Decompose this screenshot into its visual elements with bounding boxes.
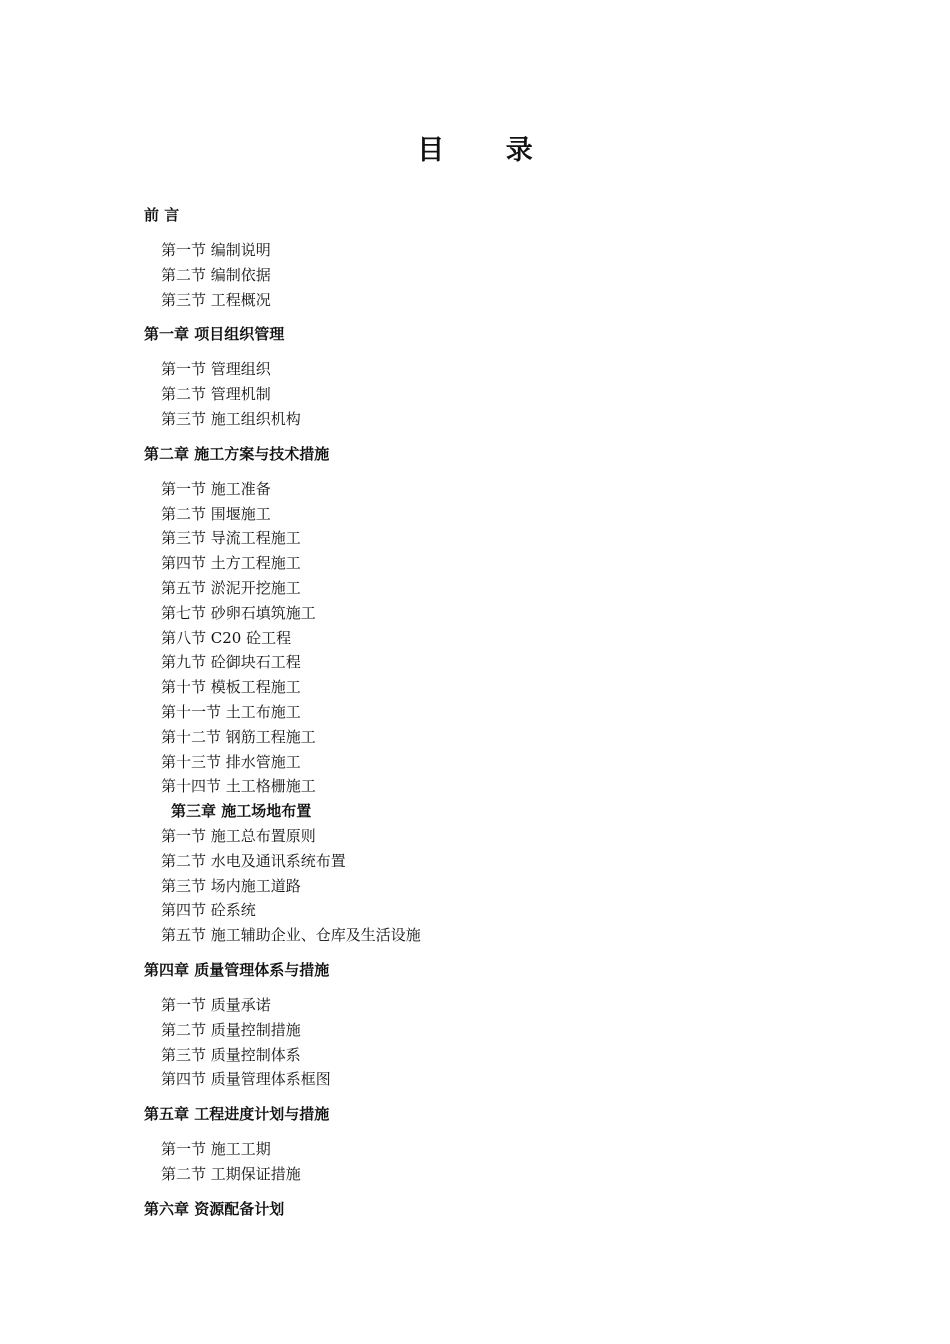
toc-section[interactable]: 第三节 质量控制体系 (161, 1045, 301, 1064)
toc-section[interactable]: 第三节 场内施工道路 (161, 876, 301, 895)
toc-section[interactable]: 第一节 管理组织 (161, 360, 271, 379)
toc-chapter-3[interactable]: 第三章 施工场地布置 (171, 802, 312, 821)
section-list (144, 993, 844, 1092)
toc-section[interactable]: 第八节 C20 砼工程 (161, 628, 292, 647)
toc-chapter-preface[interactable]: 前 言 (144, 206, 180, 224)
toc-section[interactable]: 第四节 砼系统 (161, 901, 256, 920)
toc-section[interactable]: 第十一节 土工布施工 (161, 702, 301, 721)
toc-section[interactable]: 第五节 施工辅助企业、仓库及生活设施 (161, 926, 421, 945)
toc-section[interactable]: 第一节 质量承诺 (161, 995, 271, 1014)
toc-section[interactable]: 第十节 模板工程施工 (161, 678, 301, 697)
toc-section[interactable]: 第十三节 排水管施工 (161, 752, 301, 771)
toc-section[interactable]: 第一节 施工准备 (161, 479, 271, 498)
toc-section[interactable]: 第二节 工期保证措施 (161, 1164, 301, 1183)
section-list (144, 1137, 844, 1187)
toc-chapter-6[interactable]: 第六章 资源配备计划 (144, 1199, 285, 1218)
toc-section[interactable]: 第一节 编制说明 (161, 241, 271, 259)
toc-section[interactable]: 第二节 管理机制 (161, 385, 271, 404)
toc-section[interactable]: 第二节 质量控制措施 (161, 1020, 301, 1039)
toc-section[interactable]: 第二节 编制依据 (161, 265, 271, 284)
section-list (144, 824, 844, 948)
toc-section[interactable]: 第三节 工程概况 (161, 290, 271, 309)
toc-section[interactable]: 第二节 围堰施工 (161, 504, 271, 523)
toc-section[interactable]: 第五节 淤泥开挖施工 (161, 578, 301, 597)
toc-chapter-1[interactable]: 第一章 项目组织管理 (144, 325, 285, 344)
toc-section[interactable]: 第二节 水电及通讯系统布置 (161, 851, 346, 870)
toc-chapter-5[interactable]: 第五章 工程进度计划与措施 (144, 1105, 330, 1124)
toc-section[interactable]: 第三节 施工组织机构 (161, 409, 301, 428)
toc-section[interactable]: 第四节 土方工程施工 (161, 554, 301, 573)
table-of-contents (144, 203, 844, 1232)
section-list (144, 477, 844, 799)
section-list (144, 357, 844, 431)
toc-section[interactable]: 第三节 导流工程施工 (161, 529, 301, 548)
toc-chapter-2[interactable]: 第二章 施工方案与技术措施 (144, 444, 330, 463)
toc-section[interactable]: 第一节 施工总布置原则 (161, 826, 316, 845)
toc-section[interactable]: 第九节 砼御块石工程 (161, 653, 301, 672)
toc-section[interactable]: 第一节 施工工期 (161, 1140, 271, 1159)
toc-section[interactable]: 第十四节 土工格栅施工 (161, 777, 316, 796)
page-title: 目 录 (417, 135, 559, 166)
toc-section[interactable]: 第七节 砂卵石填筑施工 (161, 603, 316, 622)
toc-chapter-4[interactable]: 第四章 质量管理体系与措施 (144, 960, 330, 979)
toc-section[interactable]: 第四节 质量管理体系框图 (161, 1070, 331, 1089)
section-list (144, 238, 844, 312)
toc-section[interactable]: 第十二节 钢筋工程施工 (161, 727, 316, 746)
